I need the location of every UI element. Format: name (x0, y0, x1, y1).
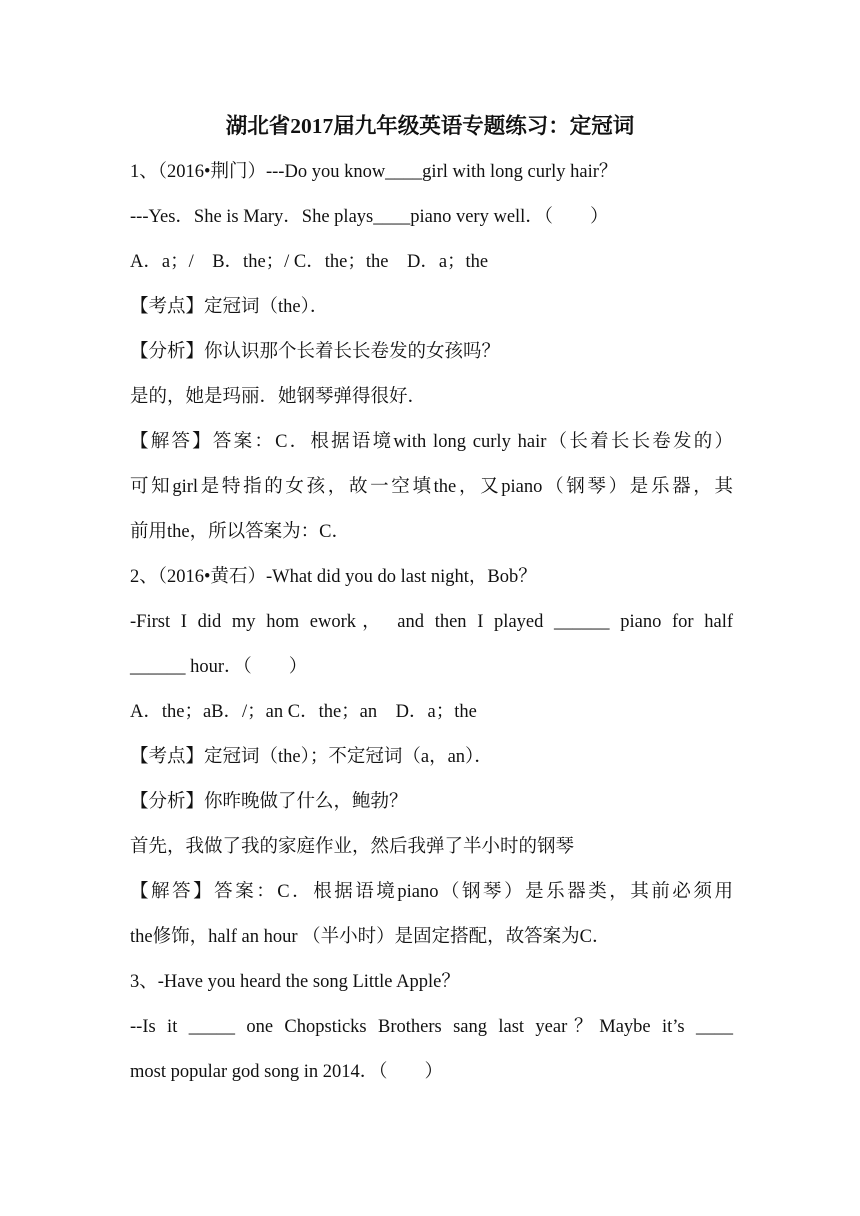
question-1-key-point: 【考点】定冠词（the）． (130, 297, 329, 317)
question-1-analysis-translation: 是的，她是玛丽．她钢琴弹得很好． (130, 387, 427, 407)
question-2-line-1: 2、（2016•黄石）-What did you do last night，Bob？ (130, 567, 537, 587)
question-2-key-point: 【考点】定冠词（the）；不定冠词（a，an）． (130, 747, 493, 767)
question-1-answer-line-1: 【解答】答案：C．根据语境with long curly hair（长着长长卷发的） (130, 432, 733, 452)
question-2-line-3: ______ hour．（ ） (130, 657, 308, 677)
question-1-line-1: 1、（2016•荆门）---Do you know____girl with long curly hair？ (130, 162, 618, 182)
question-1-line-2: ---Yes．She is Mary．She plays____piano very well．（ ） (130, 207, 609, 227)
question-3-line-1: 3、-Have you heard the song Little Apple？ (130, 972, 460, 992)
question-2-line-2: -First I did my hom ework， and then I played ______ piano for half (130, 612, 733, 632)
question-1-options: A．a；/ B．the；/ C．the；the D．a；the (130, 252, 489, 272)
question-1-answer-line-2: 可知girl是特指的女孩，故一空填the，又piano（钢琴）是乐器，其 (130, 477, 733, 497)
question-3-line-2: --Is it _____ one Chopsticks Brothers sang last year？Maybe it’s ____ (130, 1017, 733, 1037)
question-1-answer-line-3: 前用the，所以答案为：C． (130, 522, 350, 542)
question-2-answer-line-1: 【解答】答案：C．根据语境piano（钢琴）是乐器类，其前必须用 (130, 882, 733, 902)
question-1-analysis: 【分析】你认识那个长着长长卷发的女孩吗？ (130, 342, 501, 362)
question-2-options: A．the；aB．/；an C．the；an D．a；the (130, 702, 477, 722)
question-2-analysis: 【分析】你昨晚做了什么，鲍勃？ (130, 792, 408, 812)
document-body (130, 156, 733, 1101)
document-title: 湖北省2017届九年级英语专题练习：定冠词 (225, 114, 635, 138)
question-3-line-3: most popular god song in 2014．（ ） (130, 1062, 443, 1082)
question-2-answer-line-2: the修饰，half an hour （半小时）是固定搭配，故答案为C． (130, 927, 611, 947)
question-2-analysis-translation: 首先，我做了我的家庭作业，然后我弹了半小时的钢琴 (130, 837, 575, 857)
